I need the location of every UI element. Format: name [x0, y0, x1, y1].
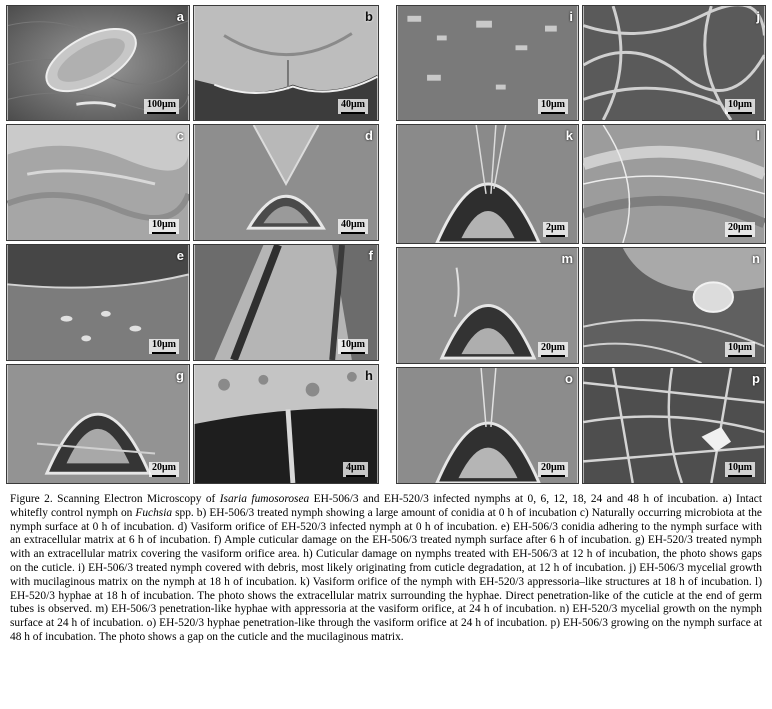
panel-label-p: p — [752, 371, 760, 386]
micrograph-panel-m — [396, 247, 579, 364]
micrograph-panel-l — [582, 124, 766, 244]
panel-label-n: n — [752, 251, 760, 266]
panel-label-a: a — [176, 9, 184, 24]
scale-bar-a: 100μm — [144, 99, 179, 114]
panel-label-i: i — [569, 9, 573, 24]
scale-bar-k: 2μm — [543, 222, 568, 237]
scale-bar-h: 4μm — [343, 462, 368, 477]
micrograph-panel-n — [582, 247, 766, 364]
scale-bar-n: 10μm — [725, 342, 755, 357]
micrograph-panel-a — [6, 5, 190, 121]
panel-label-b: b — [365, 9, 373, 24]
panel-label-h: h — [365, 368, 373, 383]
micrograph-panel-o — [396, 367, 579, 484]
micrograph-panel-j — [582, 5, 766, 121]
micrograph-panel-k — [396, 124, 579, 244]
panel-label-l: l — [756, 128, 760, 143]
scale-bar-m: 20μm — [538, 342, 568, 357]
scale-bar-j: 10μm — [725, 99, 755, 114]
micrograph-panel-i — [396, 5, 579, 121]
figure-caption: Figure 2. Scanning Electron Microscopy of Isaria fumosorosea EH-506/3 and EH-520/3 infected nymphs at 0, 6, 12, 18, 24 and 48 h of incubation. a) Intact whitefly control nymph on Fuchsia spp. b) EH-506/3 treated nymph showing a large amount of conidia at 0 h of incubation c) Naturally occurring microbiota at the nymph surface at 0 h of incubation. d) Vasiform orifice of EH-520/3 infected nymph at 0 h of incubation. e) EH-506/3 conidia adhering to the nymph surface with an extracellular matrix at 6 h of incubation. f) Ample cuticular damage on the EH-506/3 treated nymph surface after 6 h of incubation. g) EH-520/3 treated nymph with an extracellular matrix covering the vasiform orifice area. h) Cuticular damage on nymphs treated with EH-506/3 at 12 h of incubation, the photo shows gaps on the cuticle. i) EH-506/3 treated nymph covered with debris, most likely originating from cuticle degradation, at 12 h of incubation. j) EH-506/3 mycelial growth with mucilaginous matrix on the nymph at 18 h of incubation. k) Vasiform orifice of the nymph with EH-520/3 appressoria–like structures at 18 h of incubation. l) EH-520/3 hyphae at 18 h of incubation. The photo shows the extracellular matrix surrounding the hyphae. Direct penetration-like of the cuticle at the end of germ tubes is observed. m) EH-506/3 penetration-like hyphae with appressoria at the vasiform orifice, at 24 h of incubation. n) EH-520/3 mycelial growth on the nymph surface at 24 h of incubation. o) EH-520/3 hyphae penetration-like through the vasiform orifice at 24 h of incubation. p) EH-506/3 growing on the nymph surface at 48 h of incubation. The photo shows a gap on the cuticle and the mucilaginous matrix. — [10, 493, 762, 643]
panel-label-j: j — [756, 9, 760, 24]
panel-label-m: m — [561, 251, 573, 266]
scale-bar-d: 40μm — [338, 219, 368, 234]
micrograph-panel-b — [193, 5, 379, 121]
scale-bar-o: 20μm — [538, 462, 568, 477]
panel-label-e: e — [176, 248, 184, 263]
panel-label-f: f — [368, 248, 373, 263]
panel-label-g: g — [176, 368, 184, 383]
micrograph-panel-g — [6, 364, 190, 484]
species-name: Isaria fumosorosea — [219, 493, 310, 505]
scale-bar-c: 10μm — [149, 219, 179, 234]
scale-bar-b: 40μm — [338, 99, 368, 114]
scale-bar-l: 20μm — [725, 222, 755, 237]
scale-bar-f: 10μm — [338, 339, 368, 354]
panel-label-d: d — [365, 128, 373, 143]
scale-bar-i: 10μm — [538, 99, 568, 114]
micrograph-panel-e — [6, 244, 190, 361]
panel-label-c: c — [176, 128, 184, 143]
scale-bar-g: 20μm — [149, 462, 179, 477]
panel-label-o: o — [565, 371, 573, 386]
micrograph-panel-p — [582, 367, 766, 484]
host-genus: Fuchsia — [135, 506, 173, 519]
scale-bar-e: 10μm — [149, 339, 179, 354]
scale-bar-p: 10μm — [725, 462, 755, 477]
micrograph-panel-d — [193, 124, 379, 241]
micrograph-panel-c — [6, 124, 190, 241]
panel-label-k: k — [565, 128, 573, 143]
micrograph-panel-f — [193, 244, 379, 361]
micrograph-panel-h — [193, 364, 379, 484]
